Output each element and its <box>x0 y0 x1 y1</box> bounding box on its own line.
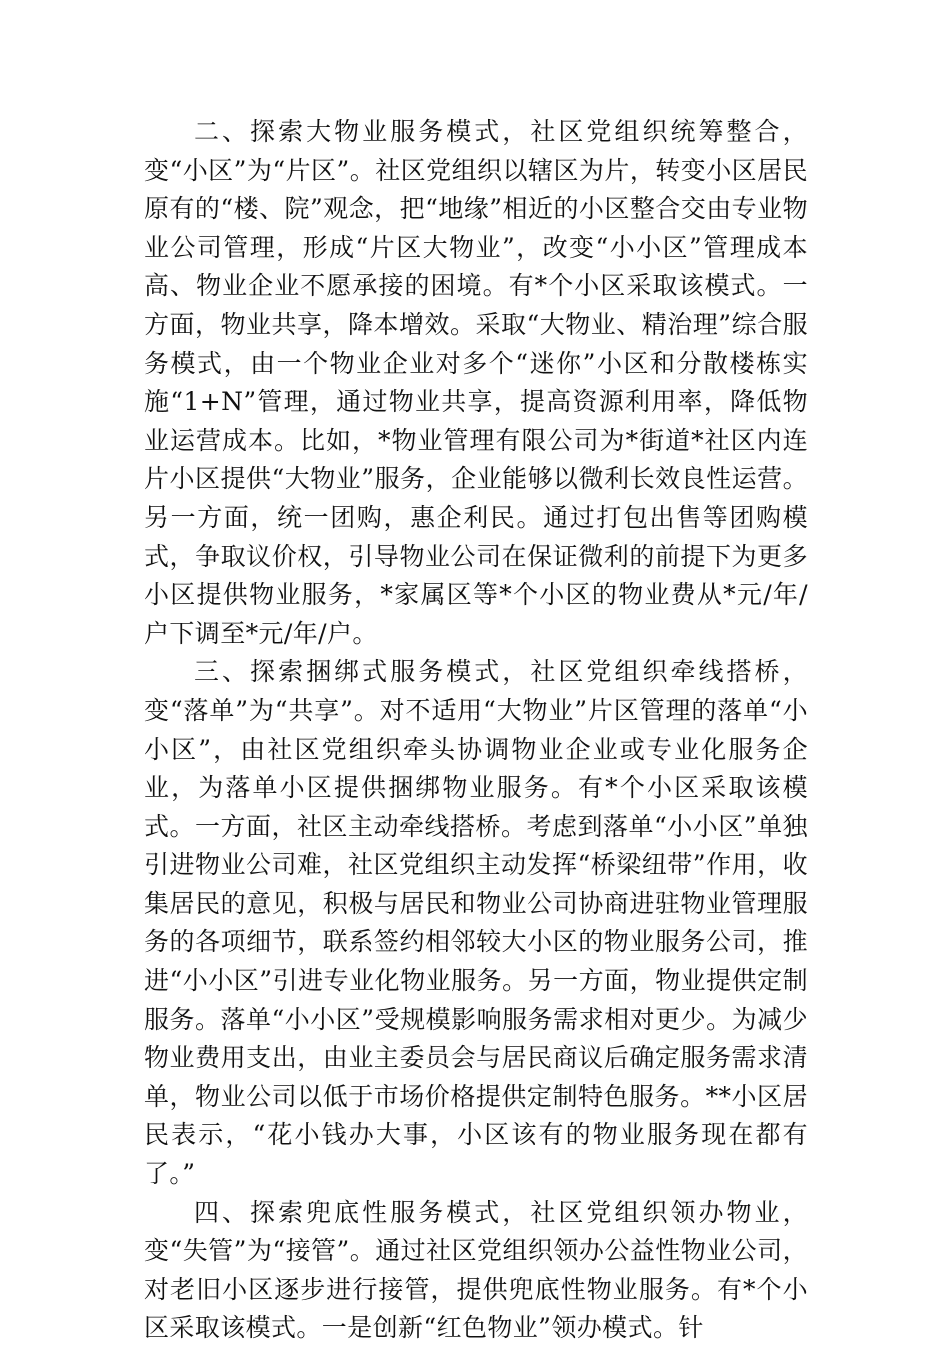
document-body <box>144 113 808 1348</box>
paragraph-section-four: 四、探索兜底性服务模式，社区党组织领办物业，变“失管”为“接管”。通过社区党组织领办公益性物业公司，对老旧小区逐步进行接管，提供兜底性物业服务。有*个小区采取该模式。一是创新“红色物业”领办模式。针 <box>144 1197 808 1343</box>
paragraph-section-three: 三、探索捆绑式服务模式，社区党组织牵线搭桥，变“落单”为“共享”。对不适用“大物业”片区管理的落单“小小区”，由社区党组织牵头协调物业企业或专业化服务企业，为落单小区提供捆绑物业服务。有*个小区采取该模式。一方面，社区主动牵线搭桥。考虑到落单“小小区”单独引进物业公司难，社区党组织主动发挥“桥梁纽带”作用，收集居民的意见，积极与居民和物业公司协商进驻物业管理服务的各项细节，联系签约相邻较大小区的物业服务公司，推进“小小区”引进专业化物业服务。另一方面，物业提供定制服务。落单“小小区”受规模影响服务需求相对更少。为减少物业费用支出，由业主委员会与居民商议后确定服务需求清单，物业公司以低于市场价格提供定制特色服务。**小区居民表示，“花小钱办大事，小区该有的物业服务现在都有了。” <box>144 657 808 1189</box>
paragraph-section-two: 二、探索大物业服务模式，社区党组织统筹整合，变“小区”为“片区”。社区党组织以辖区为片，转变小区居民原有的“楼、院”观念，把“地缘”相近的小区整合交由专业物业公司管理，形成“片区大物业”，改变“小小区”管理成本高、物业企业不愿承接的困境。有*个小区采取该模式。一方面，物业共享，降本增效。采取“大物业、精治理”综合服务模式，由一个物业企业对多个“迷你”小区和分散楼栋实施“1+N”管理，通过物业共享，提高资源利用率，降低物业运营成本。比如，*物业管理有限公司为*街道*社区内连片小区提供“大物业”服务，企业能够以微利长效良性运营。另一方面，统一团购，惠企利民。通过打包出售等团购模式，争取议价权，引导物业公司在保证微利的前提下为更多小区提供物业服务，*家属区等*个小区的物业费从*元/年/户下调至*元/年/户。 <box>144 117 808 648</box>
